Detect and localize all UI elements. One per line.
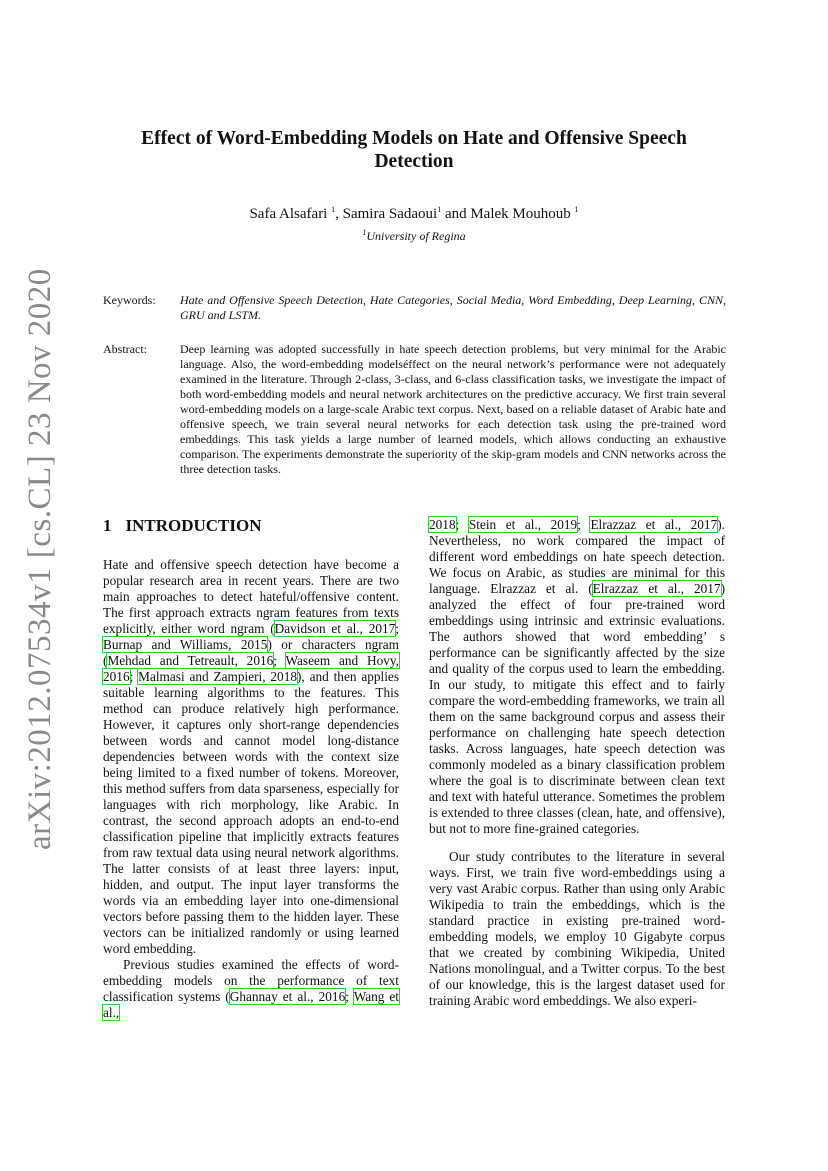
right-column [429,517,725,1009]
citation-link[interactable]: Burnap and Williams, 2015 [103,637,268,652]
affiliation-marker: 1 [331,205,336,214]
citation-link[interactable]: Stein et al., 2019 [468,517,578,532]
affiliation-marker: 1 [574,205,579,214]
body-text: ). Nevertheless, no work compared the impact of different word embeddings on hate speech detection. We focus on Arabic, as studies are minimal for this language. Elrazzaz et al. ( [429,517,725,596]
author-name: and Malek Mouhoub [441,206,571,222]
paper-title: Effect of Word-Embedding Models on Hate and Offensive Speech Detection [141,128,687,172]
citation-link[interactable]: Waseem and Hovy, 2016 [103,653,399,684]
citation-link[interactable]: Malmasi and Zampieri, 2018 [138,669,297,684]
citation-link[interactable]: Ghannay et al., 2016 [229,989,346,1004]
affiliation-marker: 1 [362,228,367,237]
affiliation-marker: 1 [437,205,442,214]
abstract-text: Deep learning was adopted successfully in hate speech detection problems, but very minimal for the Arabic language. Also, the word-embedding modelséffect on the neural network’s performance were not adequately examined in the literature. Through 2-class, 3-class, and 6-class classification tasks, we investigate the impact of both word-embedding models and neural network architectures on the predictive accuracy. We first train several word-embedding models on a large-scale Arabic text corpus. Next, based on a reliable dataset of Arabic hate and offensive speech, we train several neural networks for each detection task using the pre-trained word embeddings. This task yields a large number of learned models, which allows conducting an exhaustive comparison. The experiments demonstrate the superiority of the skip-gram models and CNN networks across the three detection tasks. [180,342,726,476]
intro-paragraph [429,517,725,837]
citation-link[interactable]: Davidson et al., 2017 [274,621,396,636]
keywords-label: Keywords: [103,293,156,307]
intro-paragraph [103,957,399,1021]
author-list [110,206,718,223]
intro-paragraph [103,557,399,957]
body-text: ) or characters ngram ( [103,637,399,668]
intro-paragraph: Our study contributes to the literature in several ways. First, we train five word-embeddings using a very vast Arabic corpus. Rather than using only Arabic Wikipedia to train the embeddings, which is the standard practice in existing pre-trained word-embedding models, we employ 10 Gigabyte corpus that we created by combining Wikipedia, United Nations monolingual, and a Twitter corpus. To the best of our knowledge, this is the largest dataset used for training Arabic word embeddings. We also experi- [429,849,725,1008]
body-text: ; [273,653,286,668]
body-text: ; [455,517,469,532]
author-name: , Samira Sadaoui [335,206,438,222]
section-heading [103,516,262,536]
affiliation [110,229,718,244]
left-column [103,557,399,1021]
citation-link[interactable]: Elrazzaz et al., 2017 [592,581,721,596]
citation-link[interactable]: 2018 [429,517,456,532]
arxiv-identifier: arXiv:2012.07534v1 [cs.CL] 23 Nov 2020 [22,268,58,850]
body-text: ; [577,517,591,532]
body-text: ) analyzed the effect of four pre-trained word embeddings using intrinsic and extrinsic evaluations. The authors showed that word embedding’ s performance can be significantly affected by the size and quality of the corpus used to learn the embedding. In our study, to mitigate this effect and to fairly compare the word-embedding frameworks, we train all them on the same background corpus and assess their performance on challenging hate speech detection tasks. Across languages, hate speech detection was commonly modeled as a binary classification problem where the goal is to discriminate between clean text and text with hateful utterance. Sometimes the problem is extended to three classes (clean, hate, and offensive), but not to more fine-grained categories. [429,581,726,836]
section-number: 1 [103,516,112,535]
body-text: Hate and offensive speech detection have become a popular research area in recent years. There are two main approaches to detect hateful/offensive content. The first approach extracts ngram features from texts explicitly, either word ngram ( [103,557,399,636]
body-text: ; [129,669,139,684]
affiliation-name: University of Regina [366,229,466,243]
body-text: Previous studies examined the effects of word-embedding models on the performance of text classification systems ( [103,957,399,1004]
author-name: Safa Alsafari [249,206,328,222]
citation-link[interactable]: Elrazzaz et al., 2017 [590,517,718,532]
body-text: ), and then applies suitable learning algorithms to the features. This method can produce relatively high performance. However, it captures only short-range dependencies between words and cannot model long-distance dependencies between words with the context size being limited to a fixed number of tokens. Moreover, this method suffers from data sparseness, especially for languages with rich morphology, like Arabic. In contrast, the second approach adopts an end-to-end classification pipeline that implicitly extracts features from raw textual data using neural network algorithms. The latter consists of at least three layers: input, hidden, and output. The input layer transforms the words via an embedding layer into one-dimensional vectors before passing them to the hidden layer. These vectors can be initialized randomly or using learned word embedding. [103,669,399,956]
keywords-text: Hate and Offensive Speech Detection, Hate Categories, Social Media, Word Embedding, Deep Learning, CNN, GRU and LSTM. [180,293,726,322]
abstract-label: Abstract: [103,342,147,356]
body-text: ; [345,989,354,1004]
citation-link[interactable]: Mehdad and Tetreault, 2016 [107,653,274,668]
section-title: INTRODUCTION [125,516,262,535]
citation-link[interactable]: Wang et al., [103,989,399,1020]
body-text: ; [395,621,399,636]
